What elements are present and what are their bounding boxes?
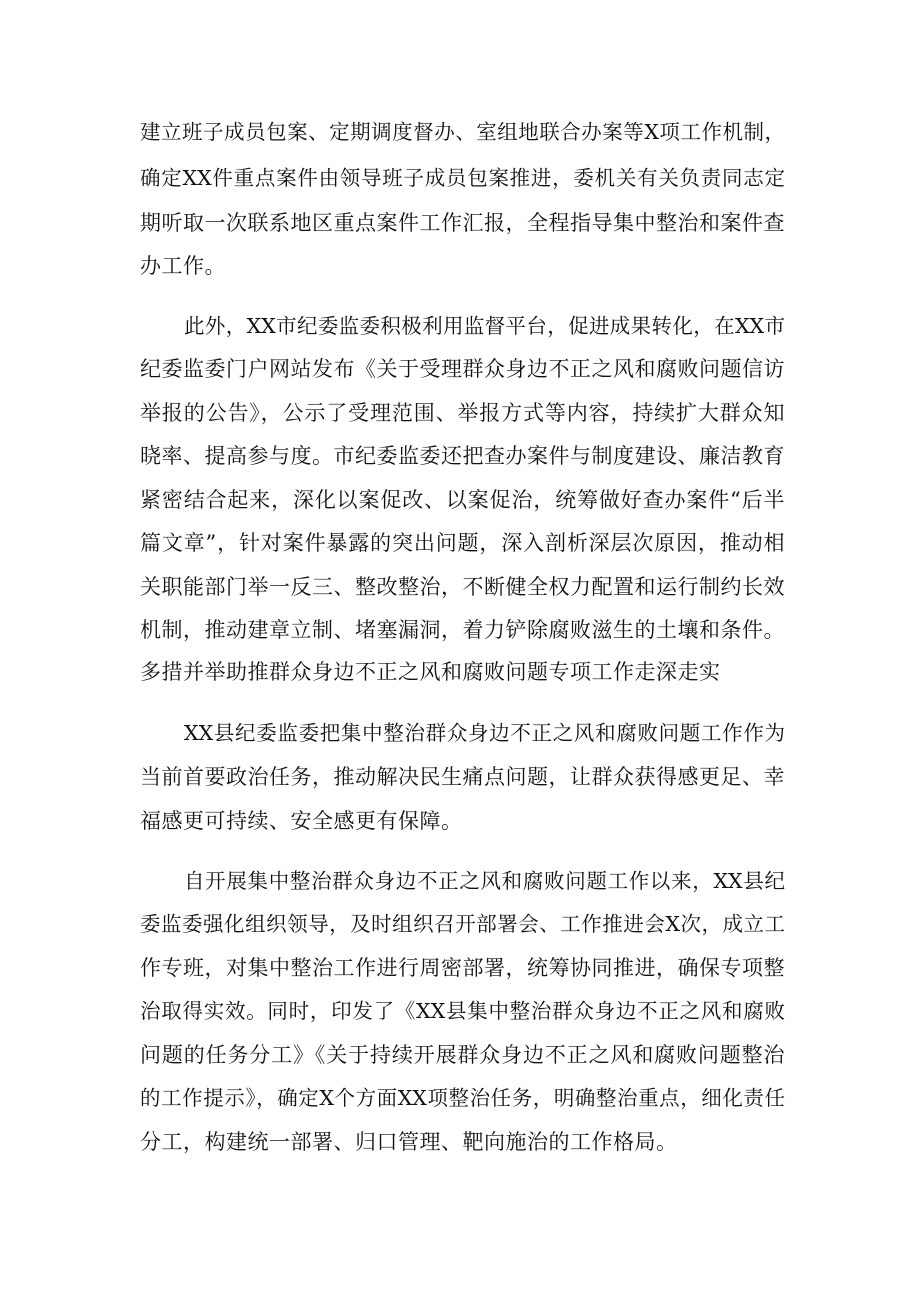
text-line: 委监委强化组织领导，及时组织召开部署会、工作推进会X次，成立工 [140, 912, 785, 936]
text-line: 福感更可持续、安全感更有保障。 [140, 809, 463, 833]
text-line: 治取得实效。同时，印发了《XX县集中整治群众身边不正之风和腐败 [140, 999, 785, 1023]
text-line: 此外，XX市纪委监委积极利用监督平台，促进成果转化，在XX市 [184, 314, 785, 338]
text-line: 确定XX件重点案件由领导班子成员包案推进，委机关有关负责同志定 [140, 166, 785, 190]
text-line: 的工作提示》，确定X个方面XX项整治任务，明确整治重点，细化责任 [140, 1086, 785, 1110]
text-line: XX县纪委监委把集中整治群众身边不正之风和腐败问题工作作为 [184, 721, 785, 745]
text-line: 篇文章”，针对案件暴露的突出问题，深入剖析深层次原因，推动相 [140, 531, 785, 555]
text-line: 关职能部门举一反三、整改整治，不断健全权力配置和运行制约长效 [140, 575, 785, 599]
text-line: 问题的任务分工》《关于持续开展群众身边不正之风和腐败问题整治 [140, 1043, 785, 1067]
text-line: 当前首要政治任务，推动解决民生痛点问题，让群众获得感更足、幸 [140, 765, 785, 789]
text-line: 作专班，对集中整治工作进行周密部署，统筹协同推进，确保专项整 [140, 956, 785, 980]
text-line: 纪委监委门户网站发布《关于受理群众身边不正之风和腐败问题信访 [140, 357, 785, 381]
text-line: 举报的公告》，公示了受理范围、举报方式等内容，持续扩大群众知 [140, 401, 785, 425]
text-line: 分工，构建统一部署、归口管理、靶向施治的工作格局。 [140, 1130, 678, 1154]
section-heading: 多措并举助推群众身边不正之风和腐败问题专项工作走深走实 [140, 660, 721, 684]
text-line: 期听取一次联系地区重点案件工作汇报，全程指导集中整治和案件查 [140, 211, 785, 235]
text-line: 建立班子成员包案、定期调度督办、室组地联合办案等X项工作机制， [140, 120, 785, 144]
text-line: 紧密结合起来，深化以案促改、以案促治，统筹做好查办案件“后半 [140, 488, 785, 512]
text-line: 办工作。 [140, 254, 226, 278]
text-line: 自开展集中整治群众身边不正之风和腐败问题工作以来，XX县纪 [184, 869, 785, 893]
text-line: 晓率、提高参与度。市纪委监委还把查办案件与制度建设、廉洁教育 [140, 444, 785, 468]
text-line: 机制，推动建章立制、堵塞漏洞，着力铲除腐败滋生的土壤和条件。 [140, 618, 785, 642]
